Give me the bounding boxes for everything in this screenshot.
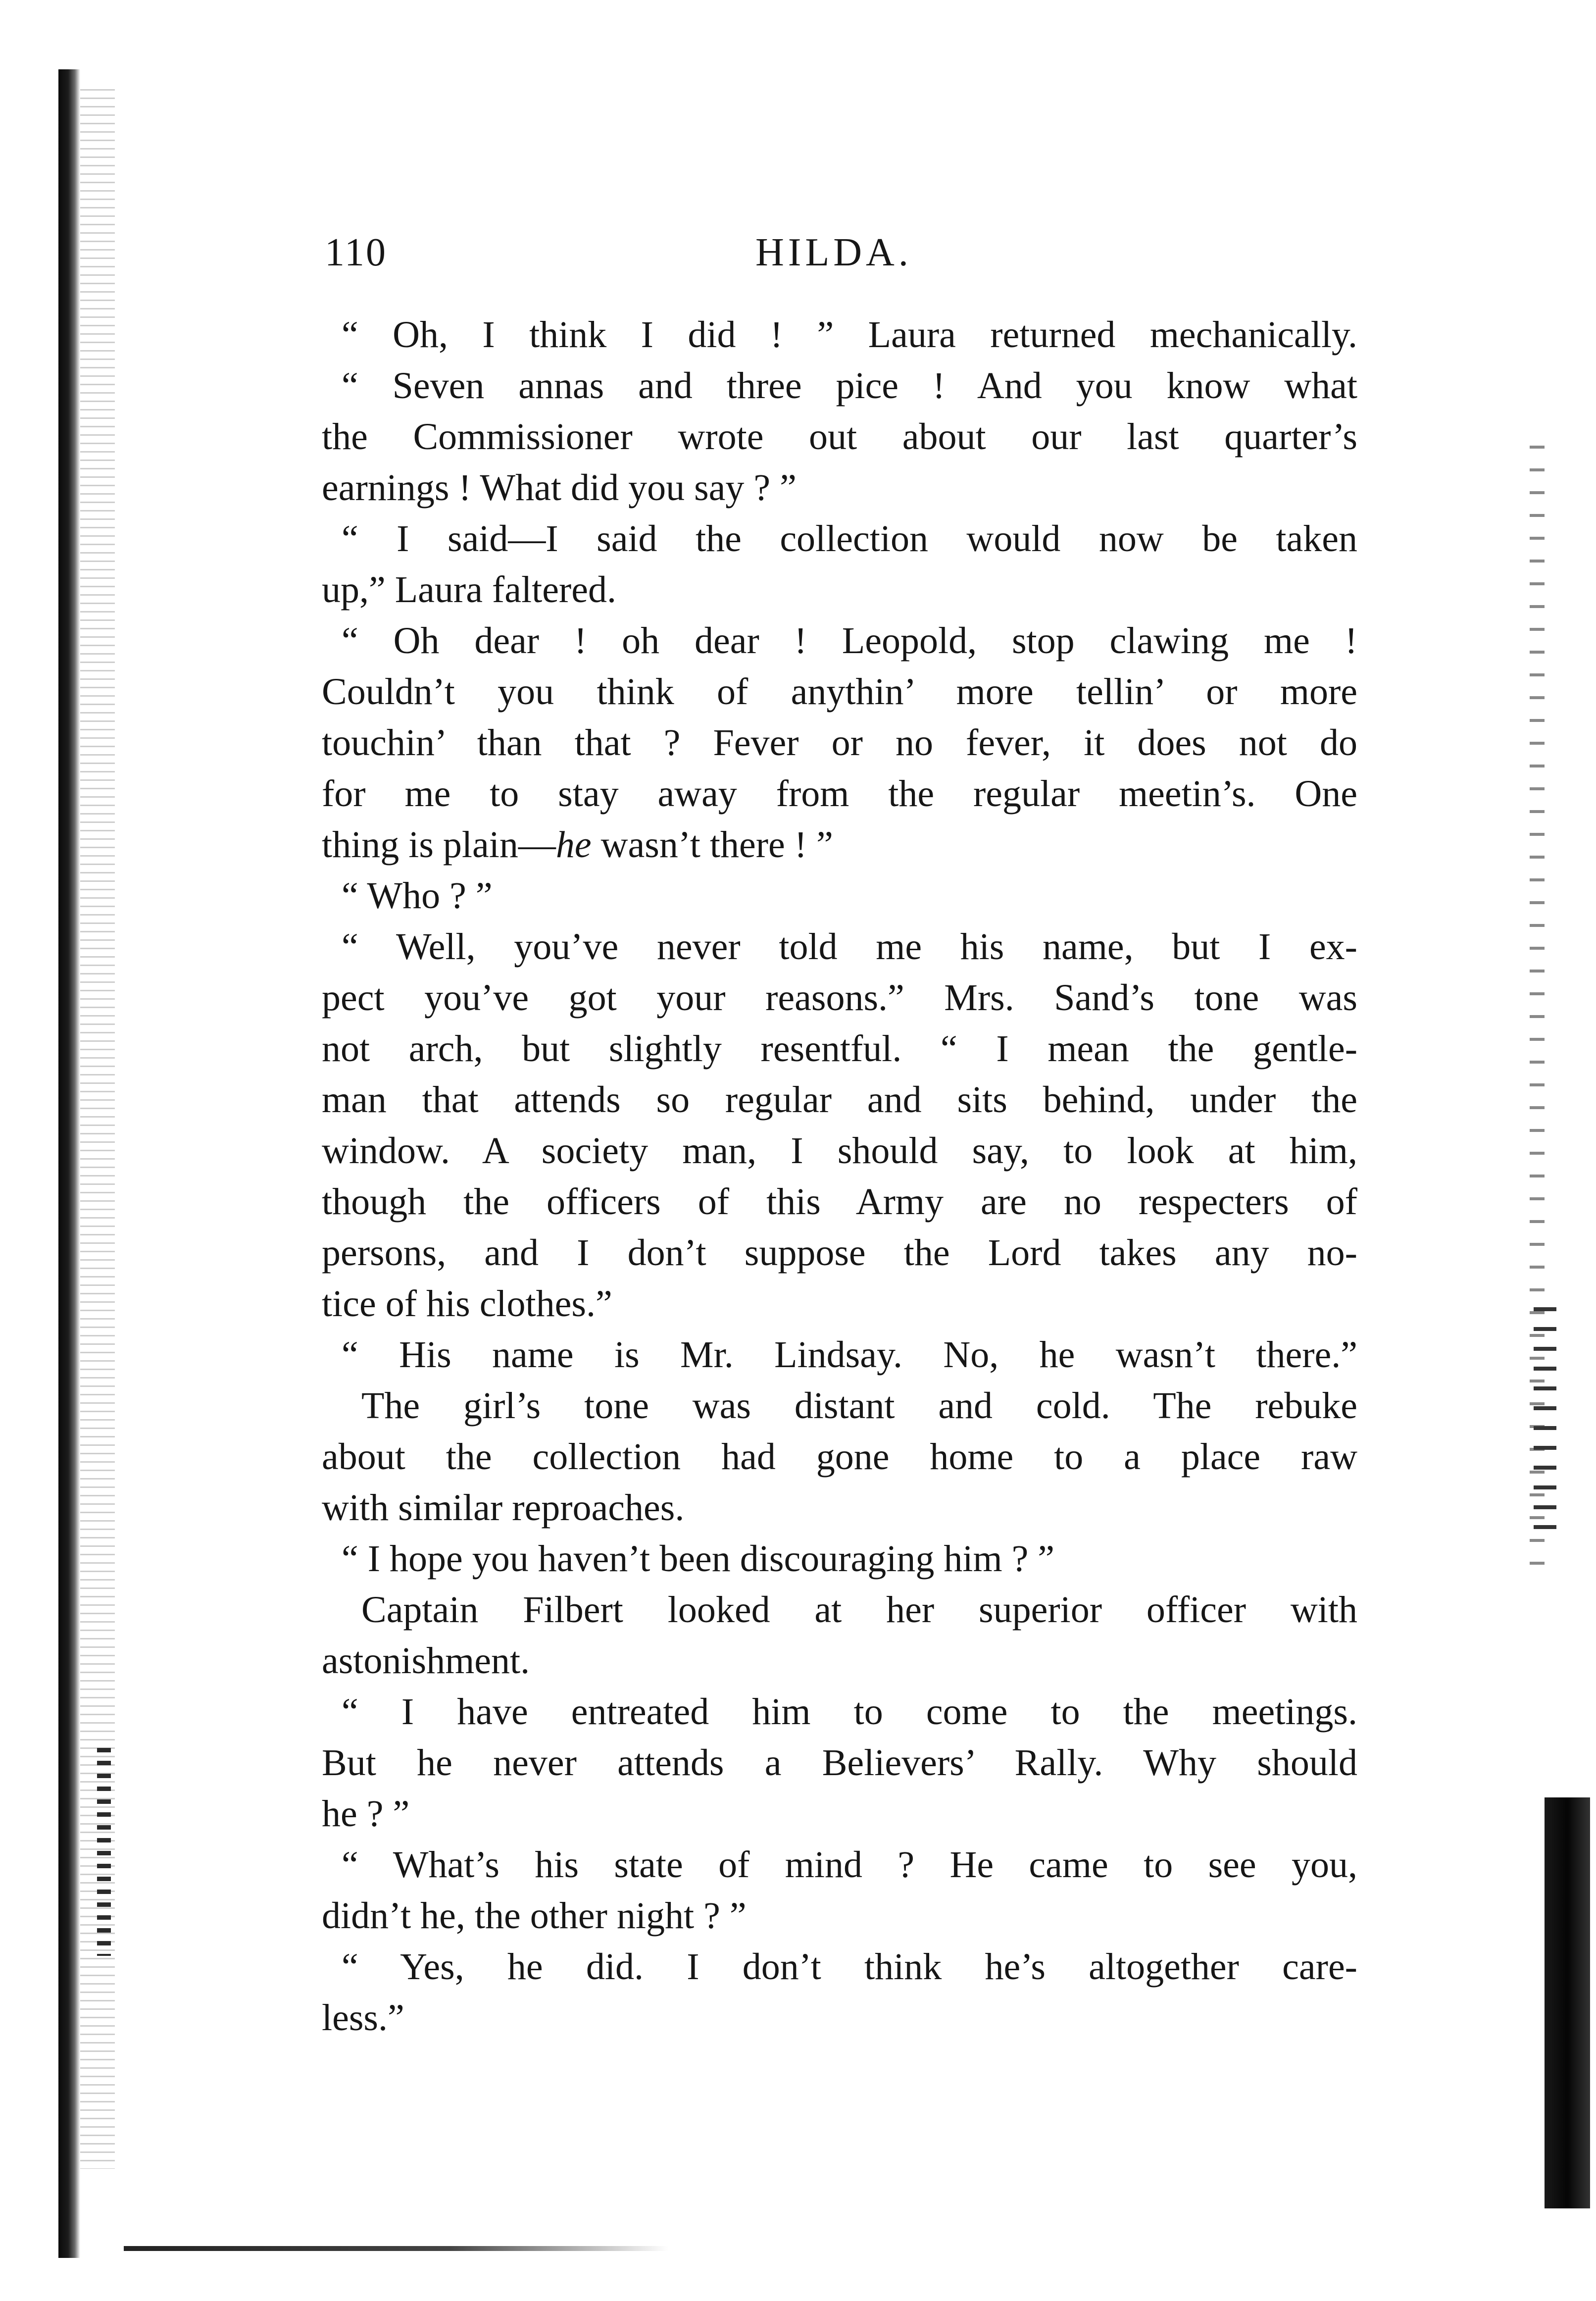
text-line: astonishment. [322, 1640, 530, 1682]
right-edge-bar [1545, 1797, 1590, 2208]
text-line: persons, and I don’t suppose the Lord takes any no- [322, 1232, 1357, 1274]
text-line: less.” [322, 1997, 404, 2039]
text-line: “ Yes, he did. I don’t think he’s altogether care- [342, 1946, 1357, 1988]
text-line: window. A society man, I should say, to look at him, [322, 1130, 1357, 1172]
text-line: “ Oh dear ! oh dear ! Leopold, stop clawing me ! [342, 620, 1357, 662]
running-head [325, 225, 1354, 280]
text-line: with similar reproaches. [322, 1487, 685, 1529]
text-line: tice of his clothes.” [322, 1283, 612, 1325]
page-number: 110 [325, 231, 388, 274]
text-line: But he never attends a Believers’ Rally. Why should [322, 1742, 1357, 1784]
text-line: pect you’ve got your reasons.” Mrs. Sand’s tone was [322, 977, 1357, 1019]
body-text [322, 309, 1357, 2044]
text-line: “ Oh, I think I did ! ” Laura returned mechanically. [342, 314, 1357, 356]
text-line: for me to stay away from the regular meetin’s. One [322, 773, 1357, 815]
text-line: though the officers of this Army are no respecters of [322, 1181, 1357, 1223]
text-line: “ I have entreated him to come to the meetings. [342, 1691, 1357, 1733]
running-title: HILDA. [755, 231, 912, 274]
text-line [322, 819, 1357, 870]
text-line: not arch, but slightly resentful. “ I mean the gentle- [322, 1028, 1357, 1070]
emphasis-text: he [555, 824, 592, 866]
text-line: “ His name is Mr. Lindsay. No, he wasn’t there.” [342, 1334, 1357, 1376]
text-line: “ What’s his state of mind ? He came to see you, [342, 1844, 1357, 1886]
text-line: Captain Filbert looked at her superior officer with [361, 1589, 1357, 1631]
text-run: wasn’t there ! ” [591, 824, 833, 866]
text-line: “ Seven annas and three pice ! And you know what [342, 365, 1357, 407]
text-line: touchin’ than that ? Fever or no fever, it does not do [322, 722, 1357, 764]
bottom-edge-rule [124, 2246, 668, 2251]
binding-shadow-left [58, 69, 80, 2258]
text-line: up,” Laura faltered. [322, 569, 616, 611]
text-line: “ I hope you haven’t been discouraging him ? ” [342, 1538, 1055, 1580]
text-line: about the collection had gone home to a place raw [322, 1436, 1357, 1478]
text-line: “ Who ? ” [342, 875, 493, 917]
text-line: “ Well, you’ve never told me his name, but I ex- [342, 926, 1357, 968]
text-line: The girl’s tone was distant and cold. The rebuke [361, 1385, 1357, 1427]
text-line: Couldn’t you think of anythin’ more tellin’ or more [322, 671, 1357, 713]
text-line: he ? ” [322, 1793, 410, 1835]
right-edge-marks [1534, 1307, 1556, 1545]
text-line: didn’t he, the other night ? ” [322, 1895, 747, 1937]
margin-ticks-left [97, 1748, 111, 1956]
text-line: man that attends so regular and sits behind, under the [322, 1079, 1357, 1121]
text-run: thing is plain— [322, 824, 556, 866]
text-line: the Commissioner wrote out about our last quarter’s [322, 416, 1357, 458]
text-line: earnings ! What did you say ? ” [322, 467, 797, 509]
text-line: “ I said—I said the collection would now be taken [342, 518, 1357, 560]
